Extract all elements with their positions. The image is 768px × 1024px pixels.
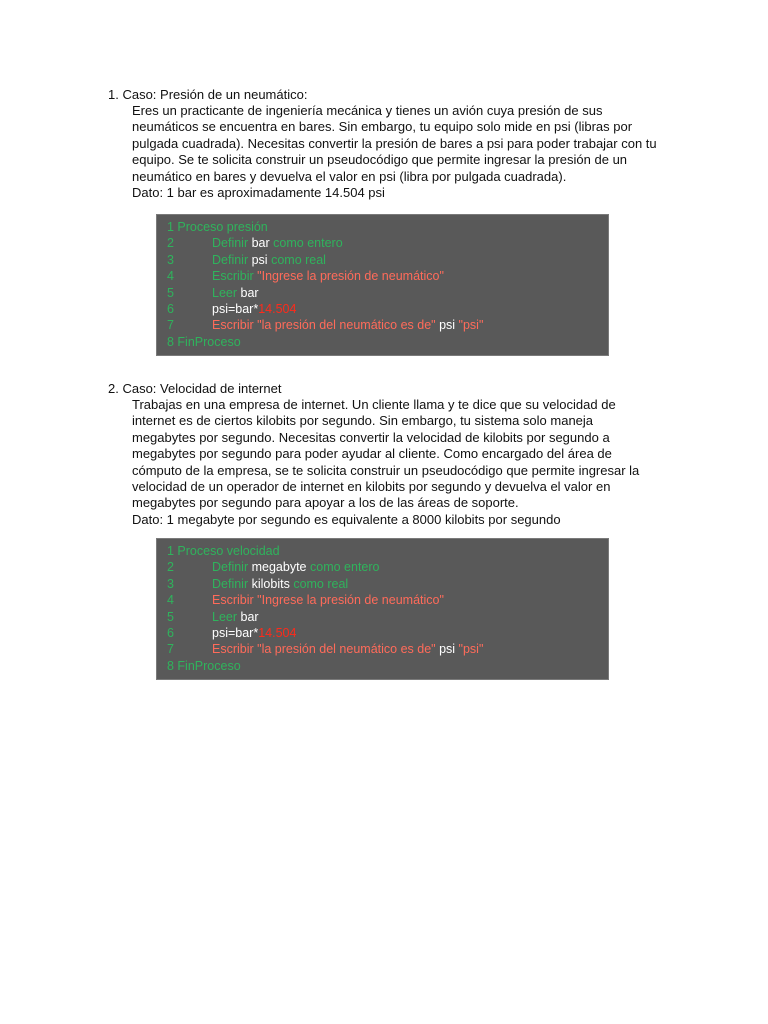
case-1-line: neumáticos se encuentra en bares. Sin embargo, tu equipo solo mide en psi (libras por: [132, 119, 633, 135]
case-2-line: cómputo de la empresa, se te solicita construir un pseudocódigo que permite ingresar la: [132, 462, 640, 478]
code-line: 4 Escribir "Ingrese la presión de neumático": [167, 269, 444, 284]
case-2-line: Trabajas en una empresa de internet. Un cliente llama y te dice que su velocidad de: [132, 397, 616, 412]
code-line: 5 Leer bar: [167, 609, 259, 624]
case-2-line: megabytes por segundo. Necesitas convertir la velocidad de kilobits por segundo a: [132, 429, 610, 445]
case-1-dato: Dato: 1 bar es aproximadamente 14.504 psi: [132, 185, 385, 201]
code-line: 7 Escribir "la presión del neumático es de" psi "psi": [167, 318, 484, 333]
case-2-dato: Dato: 1 megabyte por segundo es equivalente a 8000 kilobits por segundo: [132, 511, 561, 527]
case-2-line: megabytes por segundo para poder ayudar al cliente. Como encargado del área de: [132, 446, 612, 462]
case-2-line: megabytes por segundo para apoyar a los de las áreas de soporte.: [132, 495, 519, 511]
case-2-line: velocidad de un operador de internet en kilobits por segundo y devuelva el valor en: [132, 479, 611, 495]
code-line: 1 Proceso velocidad: [167, 544, 280, 558]
case-2-description: [132, 397, 662, 528]
case-2-line: internet es de ciertos kilobits por segundo. Sin embargo, tu sistema solo maneja: [132, 413, 594, 429]
code-line: 5 Leer bar: [167, 285, 259, 300]
code-line: 2 Definir megabyte como entero: [167, 560, 380, 575]
code-line: 6 psi=bar*14.504: [167, 301, 297, 316]
case-1-line: equipo. Se te solicita construir un pseudocódigo que permite ingresar la presión de un: [132, 152, 628, 168]
case-1-code-block: [156, 214, 609, 356]
case-1-title: 1. Caso: Presión de un neumático:: [108, 87, 308, 102]
case-2-code-block: [156, 538, 609, 680]
code-line: 3 Definir psi como real: [167, 252, 326, 267]
code-line: 2 Definir bar como entero: [167, 236, 343, 251]
case-1-line: pulgada cuadrada). Necesitas convertir la presión de bares a psi para poder trabajar con tu: [132, 135, 657, 151]
code-line: 3 Definir kilobits como real: [167, 576, 349, 591]
code-line: 1 Proceso presión: [167, 220, 268, 234]
code-line: 6 psi=bar*14.504: [167, 625, 297, 640]
case-1-description: [132, 103, 662, 201]
code-line: 8 FinProceso: [167, 334, 241, 349]
case-1-line: neumático en bares y devuelva el valor en psi (libra por pulgada cuadrada).: [132, 168, 567, 184]
case-2-title: 2. Caso: Velocidad de internet: [108, 381, 282, 396]
case-1-line: Eres un practicante de ingeniería mecánica y tienes un avión cuya presión de sus: [132, 103, 603, 118]
code-line: 4 Escribir "Ingrese la presión de neumático": [167, 593, 444, 608]
code-line: 7 Escribir "la presión del neumático es de" psi "psi": [167, 642, 484, 657]
code-line: 8 FinProceso: [167, 658, 241, 673]
